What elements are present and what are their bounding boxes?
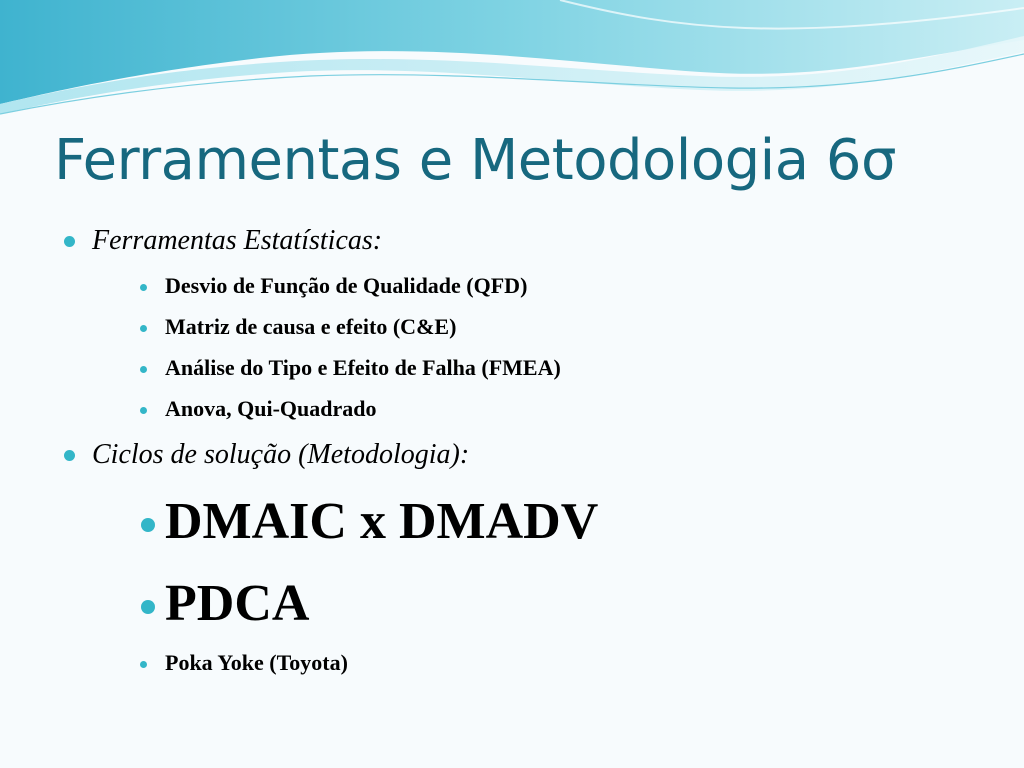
bullet-icon (140, 325, 147, 332)
list-item: Análise do Tipo e Efeito de Falha (FMEA) (165, 355, 561, 380)
header-wave-decoration (0, 0, 1024, 130)
section-heading: Ciclos de solução (Metodologia): (92, 439, 470, 470)
bullet-icon (140, 661, 147, 668)
list-item: PDCA (165, 575, 310, 632)
bullet-icon (140, 366, 147, 373)
list-item: Anova, Qui-Quadrado (165, 396, 377, 421)
slide-title: Ferramentas e Metodologia 6σ (54, 128, 896, 193)
bullet-icon (64, 236, 75, 247)
bullet-icon (141, 518, 155, 532)
list-item: Poka Yoke (Toyota) (165, 650, 348, 675)
bullet-icon (64, 450, 75, 461)
list-item: DMAIC x DMADV (165, 493, 599, 550)
list-item: Matriz de causa e efeito (C&E) (165, 314, 457, 339)
bullet-icon (141, 600, 155, 614)
section-heading: Ferramentas Estatísticas: (92, 225, 383, 256)
list-item: Desvio de Função de Qualidade (QFD) (165, 273, 528, 298)
bullet-icon (140, 284, 147, 291)
bullet-icon (140, 407, 147, 414)
